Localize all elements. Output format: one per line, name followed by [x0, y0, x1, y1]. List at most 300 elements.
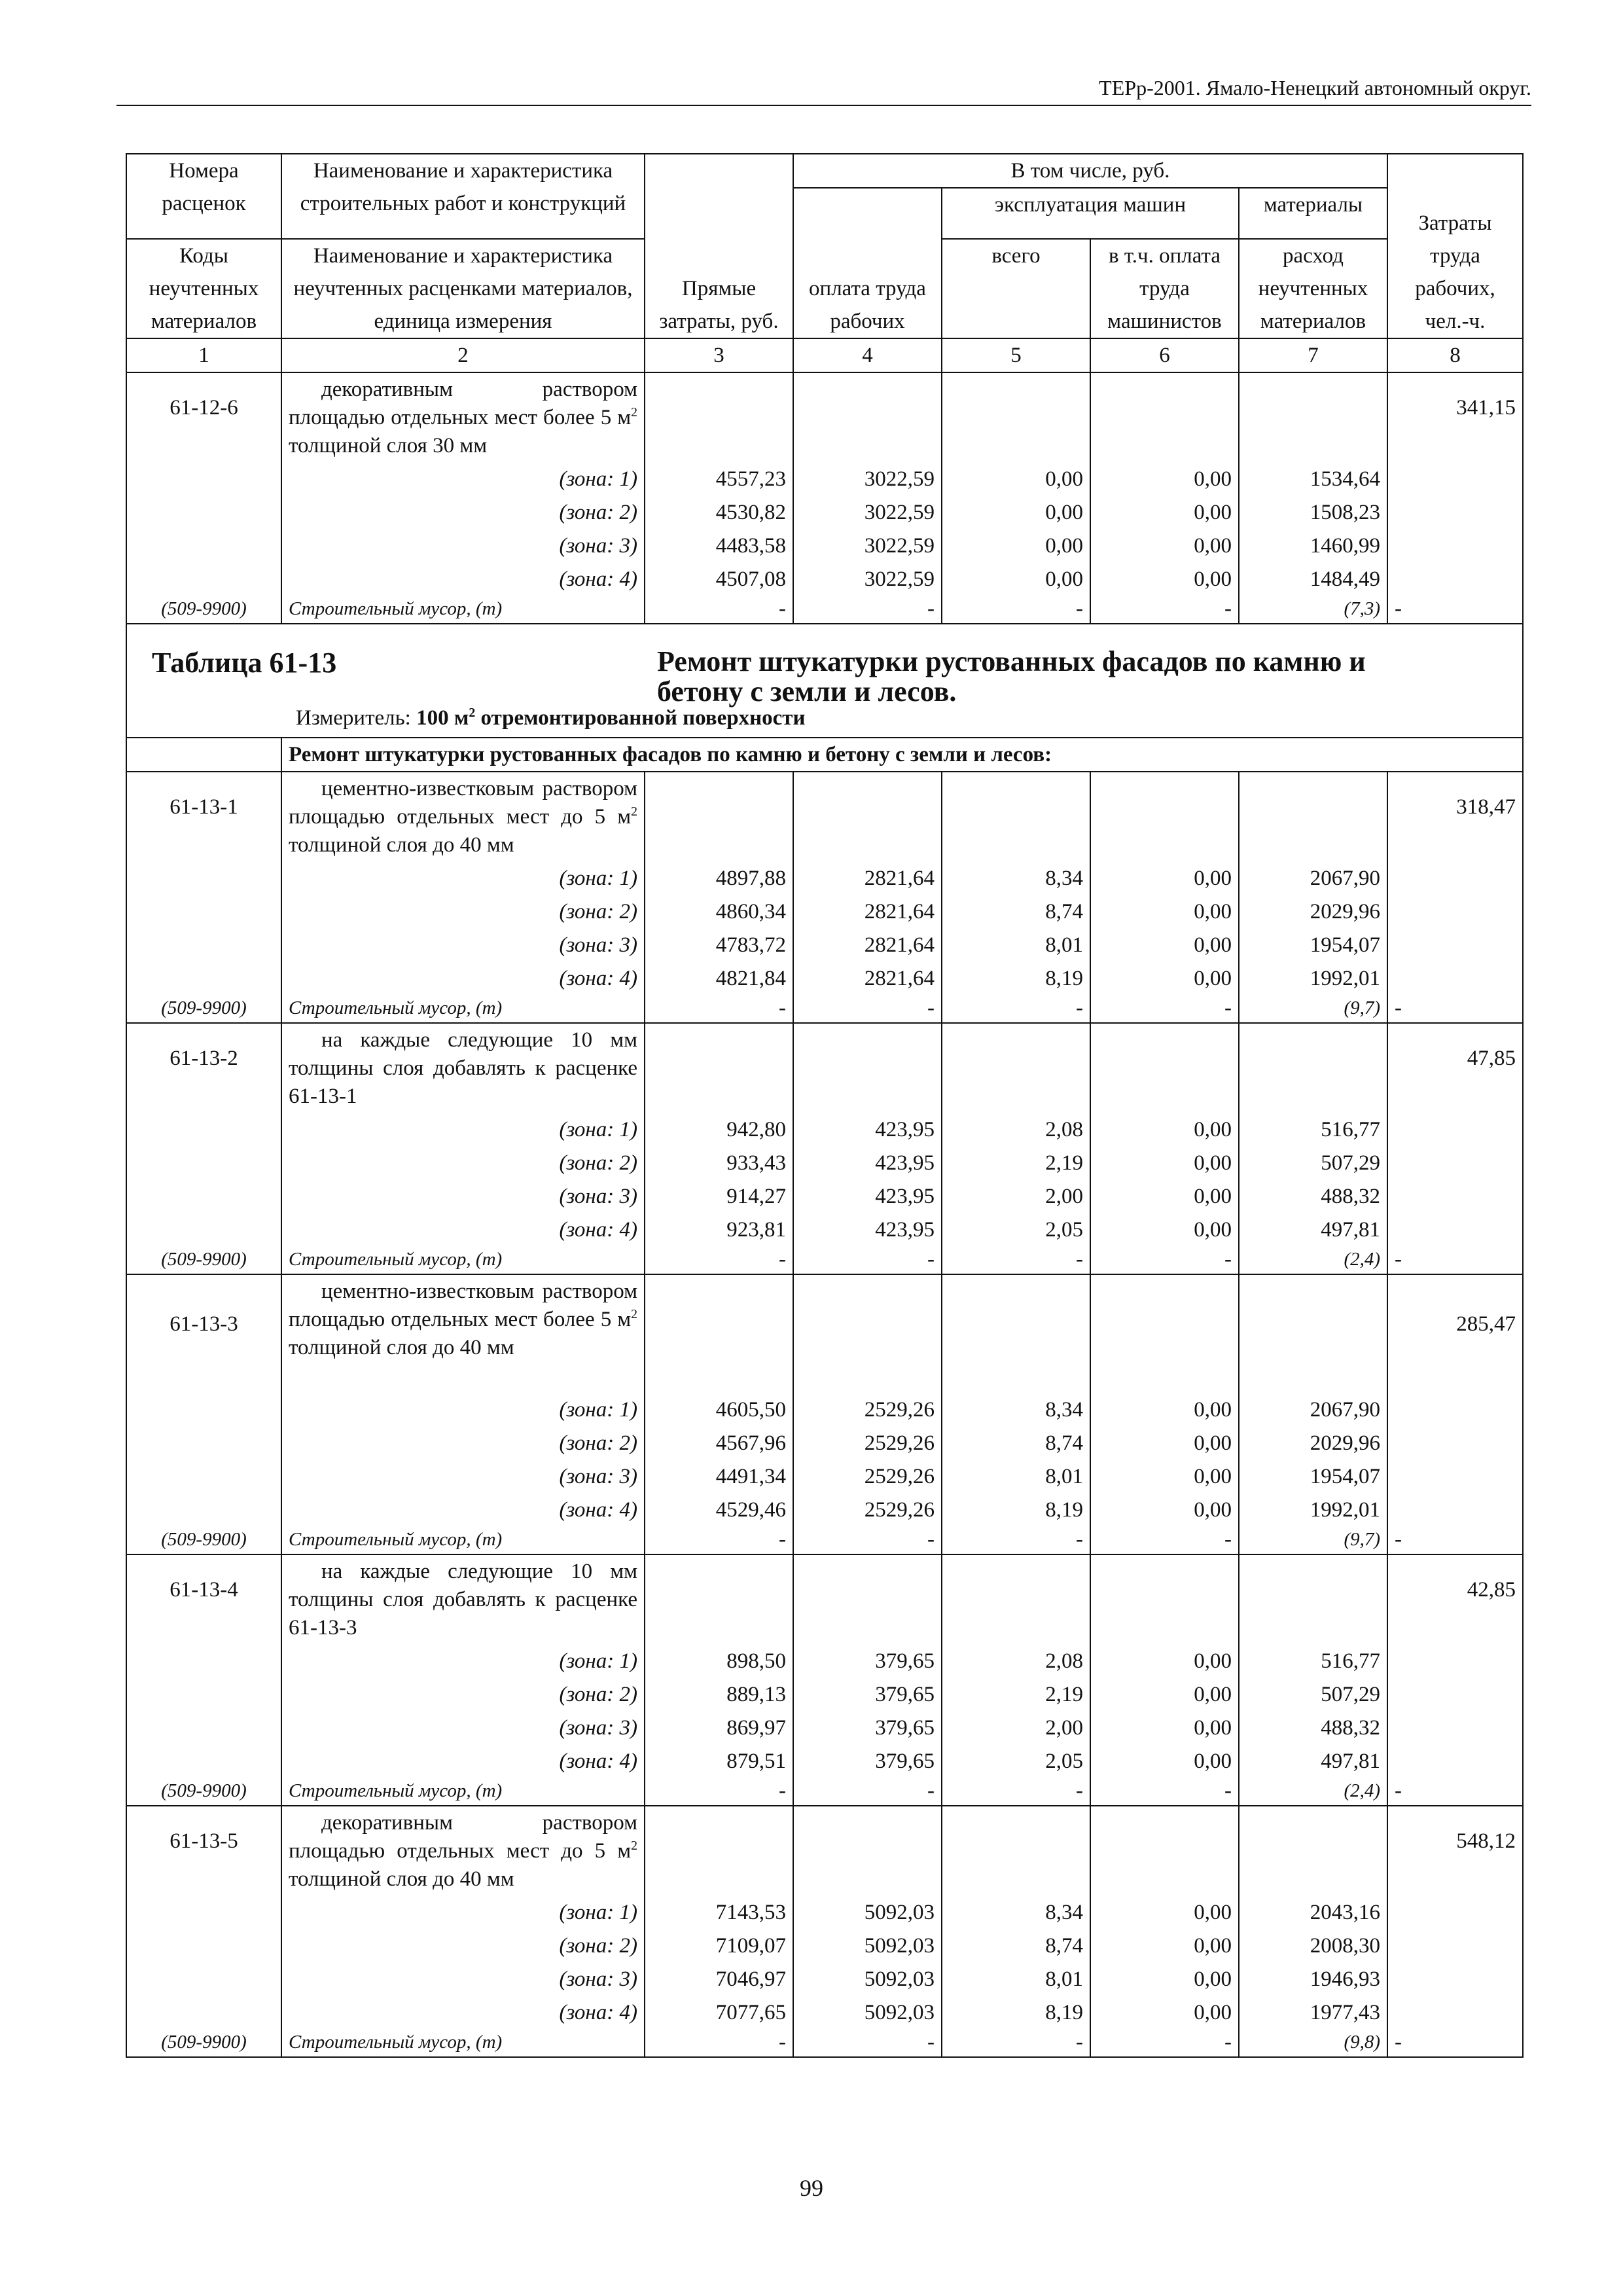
rate-code: 61-13-1 — [126, 772, 281, 862]
page-number: 99 — [800, 2175, 823, 2201]
empty-cell — [126, 496, 281, 529]
labor-cost: 47,85 — [1387, 1023, 1523, 1113]
zone-value: 8,01 — [942, 929, 1090, 962]
zone-value: 1946,93 — [1239, 1963, 1387, 1996]
zone-label: (зона: 2) — [281, 496, 645, 529]
rate-row — [126, 1274, 1523, 1393]
empty-cell — [1090, 1554, 1239, 1645]
zone-value: 488,32 — [1239, 1712, 1387, 1745]
empty-cell — [793, 372, 942, 463]
material-qty: (2,4) — [1239, 1778, 1387, 1806]
rate-description: цементно-известковым раствором площадью отдельных мест до 5 м — [289, 777, 637, 829]
empty-cell — [1387, 1745, 1523, 1778]
zone-value: 2,00 — [942, 1180, 1090, 1213]
zone-value: 7109,07 — [645, 1929, 793, 1963]
zone-value: 1992,01 — [1239, 962, 1387, 996]
material-name: Строительный мусор, (т) — [281, 1527, 645, 1554]
material-dash: - — [645, 1247, 793, 1274]
empty-cell — [1387, 463, 1523, 496]
zone-label: (зона: 4) — [281, 563, 645, 596]
superscript: 2 — [631, 1307, 637, 1321]
zone-value: 4507,08 — [645, 563, 793, 596]
zone-value: 2,00 — [942, 1712, 1090, 1745]
labor-cost: 548,12 — [1387, 1806, 1523, 1896]
material-dash: - — [1090, 996, 1239, 1023]
section-heading: Ремонт штукатурки рустованных фасадов по камню и бетону с земли и лесов: — [281, 738, 1523, 772]
rate-row — [126, 372, 1523, 463]
empty-cell — [793, 1554, 942, 1645]
labor-cost: 318,47 — [1387, 772, 1523, 862]
zone-value: 2067,90 — [1239, 1393, 1387, 1427]
empty-cell — [1090, 772, 1239, 862]
zone-row — [126, 1460, 1523, 1494]
empty-cell — [126, 862, 281, 895]
zone-value: 0,00 — [942, 463, 1090, 496]
material-dash: - — [1387, 596, 1523, 624]
empty-cell — [126, 738, 281, 772]
zone-row — [126, 1712, 1523, 1745]
col2-header-top: Наименование и характеристика строительных работ и конструкций — [281, 154, 645, 239]
zone-value: 497,81 — [1239, 1745, 1387, 1778]
rate-row — [126, 1023, 1523, 1113]
rate-code: 61-12-6 — [126, 372, 281, 463]
table-unit — [296, 702, 805, 734]
unit-label: Измеритель: — [296, 706, 411, 730]
empty-cell — [1239, 1274, 1387, 1393]
zone-value: 7077,65 — [645, 1996, 793, 2030]
zone-value: 0,00 — [1090, 1745, 1239, 1778]
material-code: (509-9900) — [126, 1778, 281, 1806]
unit-value — [416, 706, 805, 730]
zone-row — [126, 463, 1523, 496]
zone-label: (зона: 1) — [281, 1645, 645, 1678]
material-qty: (9,8) — [1239, 2030, 1387, 2057]
zone-value: 3022,59 — [793, 463, 942, 496]
zone-value: 0,00 — [1090, 1645, 1239, 1678]
zone-label: (зона: 4) — [281, 1213, 645, 1247]
empty-cell — [1387, 1929, 1523, 1963]
zone-value: 0,00 — [1090, 1180, 1239, 1213]
col-number: 5 — [942, 338, 1090, 372]
zone-value: 8,01 — [942, 1963, 1090, 1996]
zone-value: 8,01 — [942, 1460, 1090, 1494]
zone-value: 1460,99 — [1239, 529, 1387, 563]
col3-header: Прямые затраты, руб. — [645, 154, 793, 338]
empty-cell — [793, 1023, 942, 1113]
material-dash: - — [1090, 2030, 1239, 2057]
zone-value: 5092,03 — [793, 1896, 942, 1929]
zone-value: 2043,16 — [1239, 1896, 1387, 1929]
zone-value: 0,00 — [1090, 1712, 1239, 1745]
rate-description: на каждые следующие 10 мм толщины слоя добавлять к расценке 61-13-3 — [289, 1560, 637, 1640]
material-name: Строительный мусор, (т) — [281, 596, 645, 624]
empty-cell — [126, 563, 281, 596]
rates-table — [126, 153, 1524, 2058]
zone-label: (зона: 3) — [281, 1180, 645, 1213]
material-dash: - — [1090, 1527, 1239, 1554]
zone-value: 2821,64 — [793, 862, 942, 895]
zone-value: 2821,64 — [793, 895, 942, 929]
empty-cell — [126, 1929, 281, 1963]
empty-cell — [126, 1460, 281, 1494]
material-row — [126, 996, 1523, 1023]
zone-value: 0,00 — [1090, 1896, 1239, 1929]
zone-row — [126, 895, 1523, 929]
zone-value: 933,43 — [645, 1147, 793, 1180]
zone-value: 8,19 — [942, 1996, 1090, 2030]
zone-value: 8,34 — [942, 862, 1090, 895]
zone-label: (зона: 3) — [281, 1963, 645, 1996]
rate-description: на каждые следующие 10 мм толщины слоя добавлять к расценке 61-13-1 — [289, 1028, 637, 1108]
zone-value: 4483,58 — [645, 529, 793, 563]
zone-value: 0,00 — [1090, 1113, 1239, 1147]
empty-cell — [645, 1806, 793, 1896]
table-title-cell — [126, 624, 1523, 738]
zone-value: 379,65 — [793, 1745, 942, 1778]
zone-value: 8,19 — [942, 1494, 1090, 1527]
zone-label: (зона: 2) — [281, 895, 645, 929]
empty-cell — [645, 372, 793, 463]
rate-description: декоративным раствором площадью отдельных мест более 5 м — [289, 378, 637, 429]
material-dash: - — [942, 1527, 1090, 1554]
zone-value: 923,81 — [645, 1213, 793, 1247]
empty-cell — [645, 1274, 793, 1393]
zone-row — [126, 1494, 1523, 1527]
empty-cell — [942, 772, 1090, 862]
empty-cell — [1387, 1393, 1523, 1427]
material-code: (509-9900) — [126, 996, 281, 1023]
material-dash: - — [645, 1527, 793, 1554]
empty-cell — [1387, 1180, 1523, 1213]
material-row — [126, 1527, 1523, 1554]
zone-value: 0,00 — [1090, 862, 1239, 895]
col-number: 4 — [793, 338, 942, 372]
zone-value: 8,74 — [942, 1427, 1090, 1460]
zone-value: 1992,01 — [1239, 1494, 1387, 1527]
rate-description-cell — [281, 372, 645, 463]
rate-code: 61-13-5 — [126, 1806, 281, 1896]
zone-value: 2029,96 — [1239, 1427, 1387, 1460]
zone-value: 7143,53 — [645, 1896, 793, 1929]
zone-value: 8,74 — [942, 1929, 1090, 1963]
col-number: 7 — [1239, 338, 1387, 372]
zone-row — [126, 1213, 1523, 1247]
material-dash: - — [1387, 1247, 1523, 1274]
empty-cell — [126, 1494, 281, 1527]
rate-description-cell — [281, 1274, 645, 1393]
empty-cell — [942, 372, 1090, 463]
rate-row — [126, 772, 1523, 862]
zone-value: 2529,26 — [793, 1494, 942, 1527]
zone-value: 0,00 — [1090, 1460, 1239, 1494]
empty-cell — [1387, 1427, 1523, 1460]
zone-value: 423,95 — [793, 1147, 942, 1180]
rate-row — [126, 1806, 1523, 1896]
rate-code: 61-13-2 — [126, 1023, 281, 1113]
material-dash: - — [942, 1778, 1090, 1806]
material-code: (509-9900) — [126, 1247, 281, 1274]
empty-cell — [126, 1113, 281, 1147]
zone-value: 5092,03 — [793, 1963, 942, 1996]
empty-cell — [1387, 529, 1523, 563]
material-dash: - — [793, 996, 942, 1023]
zone-value: 379,65 — [793, 1712, 942, 1745]
empty-cell — [645, 1023, 793, 1113]
zone-value: 0,00 — [1090, 1494, 1239, 1527]
empty-cell — [1387, 1963, 1523, 1996]
zone-value: 2529,26 — [793, 1460, 942, 1494]
zone-value: 0,00 — [1090, 1996, 1239, 2030]
zone-value: 4605,50 — [645, 1393, 793, 1427]
empty-cell — [942, 1274, 1090, 1393]
zone-value: 1977,43 — [1239, 1996, 1387, 2030]
zone-value: 0,00 — [1090, 1393, 1239, 1427]
material-name: Строительный мусор, (т) — [281, 2030, 645, 2057]
empty-cell — [126, 529, 281, 563]
zone-value: 2821,64 — [793, 962, 942, 996]
zone-value: 0,00 — [942, 496, 1090, 529]
rate-description-end: толщиной слоя до 40 мм — [289, 1867, 514, 1891]
zone-value: 507,29 — [1239, 1147, 1387, 1180]
empty-cell — [1387, 1460, 1523, 1494]
zone-value: 0,00 — [1090, 1427, 1239, 1460]
zone-value: 8,74 — [942, 895, 1090, 929]
zone-value: 4783,72 — [645, 929, 793, 962]
empty-cell — [1387, 1645, 1523, 1678]
col-number: 1 — [126, 338, 281, 372]
zone-value: 2821,64 — [793, 929, 942, 962]
material-code: (509-9900) — [126, 2030, 281, 2057]
material-name: Строительный мусор, (т) — [281, 1247, 645, 1274]
zone-value: 0,00 — [942, 529, 1090, 563]
zone-value: 4567,96 — [645, 1427, 793, 1460]
empty-cell — [126, 1393, 281, 1427]
zone-value: 879,51 — [645, 1745, 793, 1778]
zone-label: (зона: 4) — [281, 962, 645, 996]
zone-value: 5092,03 — [793, 1929, 942, 1963]
empty-cell — [126, 929, 281, 962]
zone-row — [126, 1113, 1523, 1147]
zone-value: 2,08 — [942, 1645, 1090, 1678]
zone-value: 1534,64 — [1239, 463, 1387, 496]
material-qty: (9,7) — [1239, 996, 1387, 1023]
zone-value: 2,05 — [942, 1745, 1090, 1778]
zone-label: (зона: 2) — [281, 1147, 645, 1180]
empty-cell — [1387, 1996, 1523, 2030]
unit-value-end: отремонтированной поверхности — [475, 706, 806, 730]
zone-row — [126, 1678, 1523, 1712]
zone-label: (зона: 1) — [281, 1393, 645, 1427]
empty-cell — [1239, 1023, 1387, 1113]
col-number: 8 — [1387, 338, 1523, 372]
empty-cell — [126, 1427, 281, 1460]
zone-value: 0,00 — [1090, 529, 1239, 563]
empty-cell — [126, 1180, 281, 1213]
empty-cell — [126, 1213, 281, 1247]
col-number: 3 — [645, 338, 793, 372]
zone-value: 4557,23 — [645, 463, 793, 496]
zone-label: (зона: 3) — [281, 1712, 645, 1745]
material-dash: - — [645, 2030, 793, 2057]
col2-header-bottom: Наименование и характеристика неучтенных расценками материалов, единица измерения — [281, 239, 645, 338]
col6-header: в т.ч. оплата труда машинистов — [1090, 239, 1239, 338]
zone-value: 516,77 — [1239, 1113, 1387, 1147]
empty-cell — [126, 1147, 281, 1180]
labor-cost: 285,47 — [1387, 1274, 1523, 1393]
zone-value: 1508,23 — [1239, 496, 1387, 529]
zone-value: 2,05 — [942, 1213, 1090, 1247]
zone-label: (зона: 1) — [281, 463, 645, 496]
zone-label: (зона: 4) — [281, 1494, 645, 1527]
empty-cell — [1387, 962, 1523, 996]
empty-cell — [1239, 372, 1387, 463]
zone-value: 0,00 — [1090, 496, 1239, 529]
col1-header-bottom: Коды неучтенных материалов — [126, 239, 281, 338]
empty-cell — [1387, 1896, 1523, 1929]
empty-cell — [126, 1963, 281, 1996]
material-dash: - — [942, 996, 1090, 1023]
zone-value: 379,65 — [793, 1678, 942, 1712]
zone-value: 423,95 — [793, 1180, 942, 1213]
zone-value: 898,50 — [645, 1645, 793, 1678]
zone-row — [126, 1896, 1523, 1929]
zone-label: (зона: 2) — [281, 1678, 645, 1712]
zone-row — [126, 1147, 1523, 1180]
material-qty: (7,3) — [1239, 596, 1387, 624]
zone-value: 8,34 — [942, 1896, 1090, 1929]
empty-cell — [1239, 772, 1387, 862]
zone-row — [126, 929, 1523, 962]
table-title-row — [126, 624, 1523, 738]
zone-value: 2008,30 — [1239, 1929, 1387, 1963]
rate-description-cell — [281, 1806, 645, 1896]
rate-description-cell — [281, 1554, 645, 1645]
zone-value: 2067,90 — [1239, 862, 1387, 895]
zone-value: 507,29 — [1239, 1678, 1387, 1712]
material-dash: - — [645, 996, 793, 1023]
empty-cell — [126, 962, 281, 996]
empty-cell — [942, 1554, 1090, 1645]
superscript: 2 — [631, 1839, 637, 1853]
group-header-incl: В том числе, руб. — [793, 154, 1387, 188]
rate-description-end: толщиной слоя 30 мм — [289, 434, 488, 457]
empty-cell — [1090, 1023, 1239, 1113]
material-dash: - — [645, 1778, 793, 1806]
material-dash: - — [1387, 996, 1523, 1023]
zone-value: 8,34 — [942, 1393, 1090, 1427]
empty-cell — [126, 895, 281, 929]
zone-value: 379,65 — [793, 1645, 942, 1678]
col4-header: оплата труда рабочих — [793, 188, 942, 338]
zone-value: 4530,82 — [645, 496, 793, 529]
zone-value: 3022,59 — [793, 496, 942, 529]
empty-cell — [1239, 1554, 1387, 1645]
material-qty: (2,4) — [1239, 1247, 1387, 1274]
zone-row — [126, 962, 1523, 996]
empty-cell — [1387, 563, 1523, 596]
zone-value: 914,27 — [645, 1180, 793, 1213]
zone-value: 0,00 — [1090, 1963, 1239, 1996]
zone-row — [126, 1645, 1523, 1678]
col1-header-top: Номера расценок — [126, 154, 281, 239]
empty-cell — [1387, 1494, 1523, 1527]
rate-description: декоративным раствором площадью отдельных мест до 5 м — [289, 1811, 637, 1863]
zone-value: 4491,34 — [645, 1460, 793, 1494]
zone-value: 0,00 — [1090, 929, 1239, 962]
empty-cell — [1387, 895, 1523, 929]
material-code: (509-9900) — [126, 596, 281, 624]
zone-value: 889,13 — [645, 1678, 793, 1712]
material-dash: - — [1090, 1778, 1239, 1806]
superscript: 2 — [631, 804, 637, 819]
material-dash: - — [942, 2030, 1090, 2057]
zone-value: 497,81 — [1239, 1213, 1387, 1247]
zone-value: 4860,34 — [645, 895, 793, 929]
empty-cell — [645, 772, 793, 862]
zone-value: 0,00 — [942, 563, 1090, 596]
empty-cell — [645, 1554, 793, 1645]
zone-value: 0,00 — [1090, 1147, 1239, 1180]
material-dash: - — [1387, 1527, 1523, 1554]
material-dash: - — [793, 596, 942, 624]
machines-header: эксплуатация машин — [942, 188, 1239, 239]
zone-value: 0,00 — [1090, 1213, 1239, 1247]
zone-label: (зона: 2) — [281, 1427, 645, 1460]
zone-row — [126, 496, 1523, 529]
zone-value: 0,00 — [1090, 463, 1239, 496]
empty-cell — [1387, 1113, 1523, 1147]
zone-row — [126, 1393, 1523, 1427]
empty-cell — [793, 772, 942, 862]
zone-value: 2529,26 — [793, 1393, 942, 1427]
zone-row — [126, 1963, 1523, 1996]
rate-description-cell — [281, 772, 645, 862]
material-dash: - — [1387, 2030, 1523, 2057]
material-row — [126, 596, 1523, 624]
material-dash: - — [942, 596, 1090, 624]
material-name: Строительный мусор, (т) — [281, 996, 645, 1023]
superscript: 2 — [631, 405, 637, 420]
material-dash: - — [793, 1247, 942, 1274]
rate-code: 61-13-4 — [126, 1554, 281, 1645]
empty-cell — [126, 1745, 281, 1778]
empty-cell — [126, 1996, 281, 2030]
empty-cell — [1387, 862, 1523, 895]
col5-header: всего — [942, 239, 1090, 338]
zone-value: 2029,96 — [1239, 895, 1387, 929]
zone-value: 0,00 — [1090, 563, 1239, 596]
zone-label: (зона: 3) — [281, 929, 645, 962]
unit-value-start: 100 м — [416, 706, 469, 730]
material-row — [126, 1247, 1523, 1274]
empty-cell — [942, 1806, 1090, 1896]
zone-value: 2529,26 — [793, 1427, 942, 1460]
material-dash: - — [942, 1247, 1090, 1274]
labor-cost: 42,85 — [1387, 1554, 1523, 1645]
zone-value: 8,19 — [942, 962, 1090, 996]
col-number: 6 — [1090, 338, 1239, 372]
empty-cell — [1090, 372, 1239, 463]
rate-description-end: толщиной слоя до 40 мм — [289, 833, 514, 857]
zone-label: (зона: 3) — [281, 1460, 645, 1494]
section-heading-row — [126, 738, 1523, 772]
material-qty: (9,7) — [1239, 1527, 1387, 1554]
zone-value: 423,95 — [793, 1113, 942, 1147]
material-dash: - — [793, 1527, 942, 1554]
material-dash: - — [793, 2030, 942, 2057]
zone-value: 0,00 — [1090, 962, 1239, 996]
table-title — [134, 624, 1516, 737]
